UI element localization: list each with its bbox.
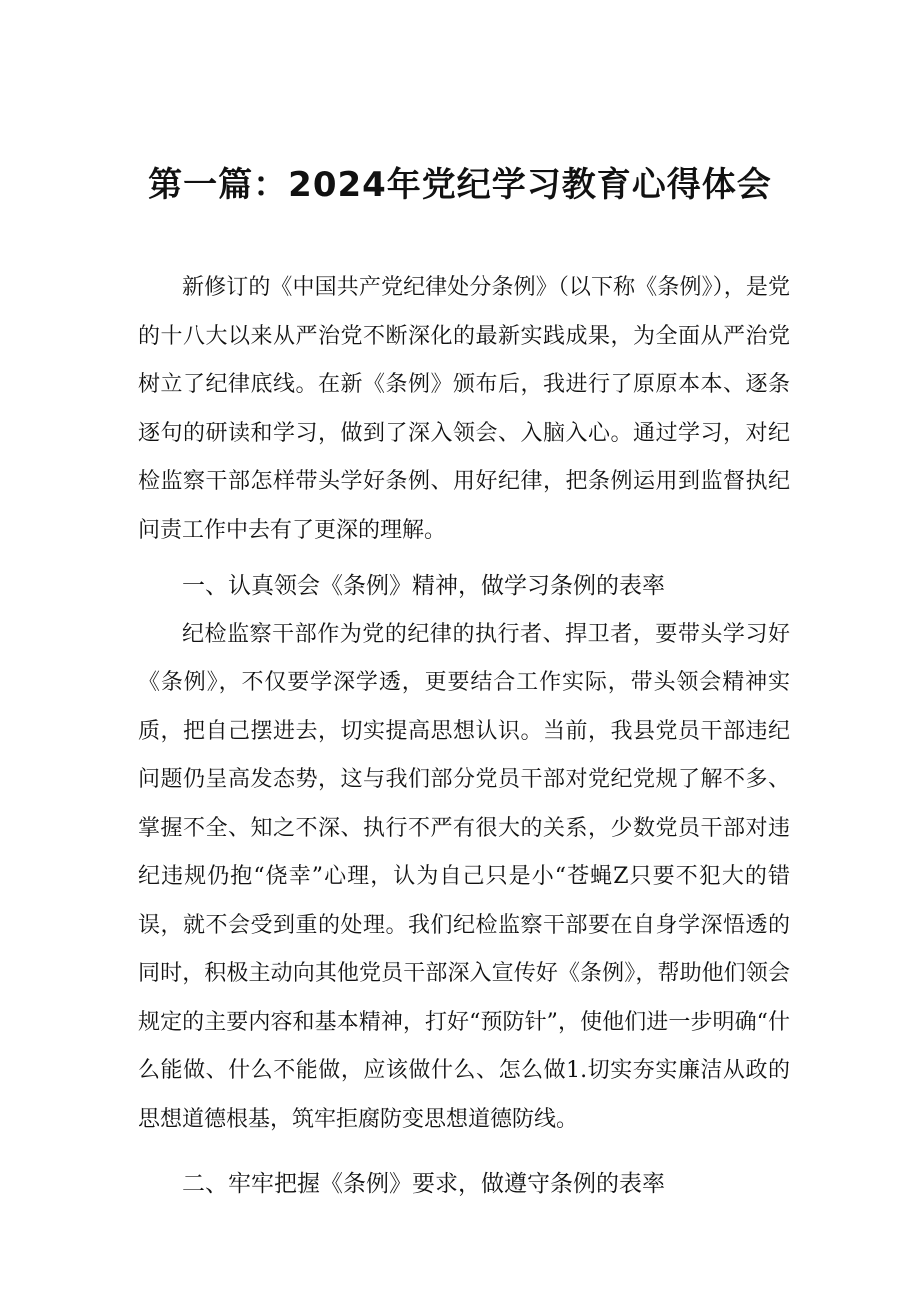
intro-paragraph: 新修订的《中国共产党纪律处分条例》（以下称《条例》），是党的十八大以来从严治党不断深化的最新实践成果，为全面从严治党树立了纪律底线。在新《条例》颁布后，我进行了原原本本、逐条逐句的研读和学习，做到了深入领会、入脑入心。通过学习，对纪检监察干部怎样带头学好条例、用好纪律，把条例运用到监督执纪问责工作中去有了更深的理解。 bbox=[138, 275, 790, 543]
section-heading-1: 一、认真领会《条例》精神，做学习条例的表率 bbox=[182, 573, 665, 599]
section-1-paragraph: 纪检监察干部作为党的纪律的执行者、捍卫者，要带头学习好《条例》，不仅要学深学透，更要结合工作实际，带头领会精神实质，把自己摆进去，切实提高思想认识。当前，我县党员干部违纪问题仍呈高发态势，这与我们部分党员干部对党纪党规了解不多、掌握不全、知之不深、执行不严有很大的关系，少数党员干部对违纪违规仍抱“侥幸”心理，认为自己只是小“苍蝇Z只要不犯大的错误，就不会受到重的处理。我们纪检监察干部要在自身学深悟透的同时，积极主动向其他党员干部深入宣传好《条例》，帮助他们领会规定的主要内容和基本精神，打好“预防针”，使他们进一步明确“什么能做、什么不能做，应该做什么、怎么做1.切实夯实廉洁从政的思想道德根基，筑牢拒腐防变思想道德防线。 bbox=[138, 621, 790, 1132]
document-body bbox=[138, 264, 790, 1209]
section-heading-2: 二、牢牢把握《条例》要求，做遵守条例的表率 bbox=[182, 1171, 665, 1197]
document-title: 第一篇：2024年党纪学习教育心得体会 bbox=[148, 165, 772, 205]
